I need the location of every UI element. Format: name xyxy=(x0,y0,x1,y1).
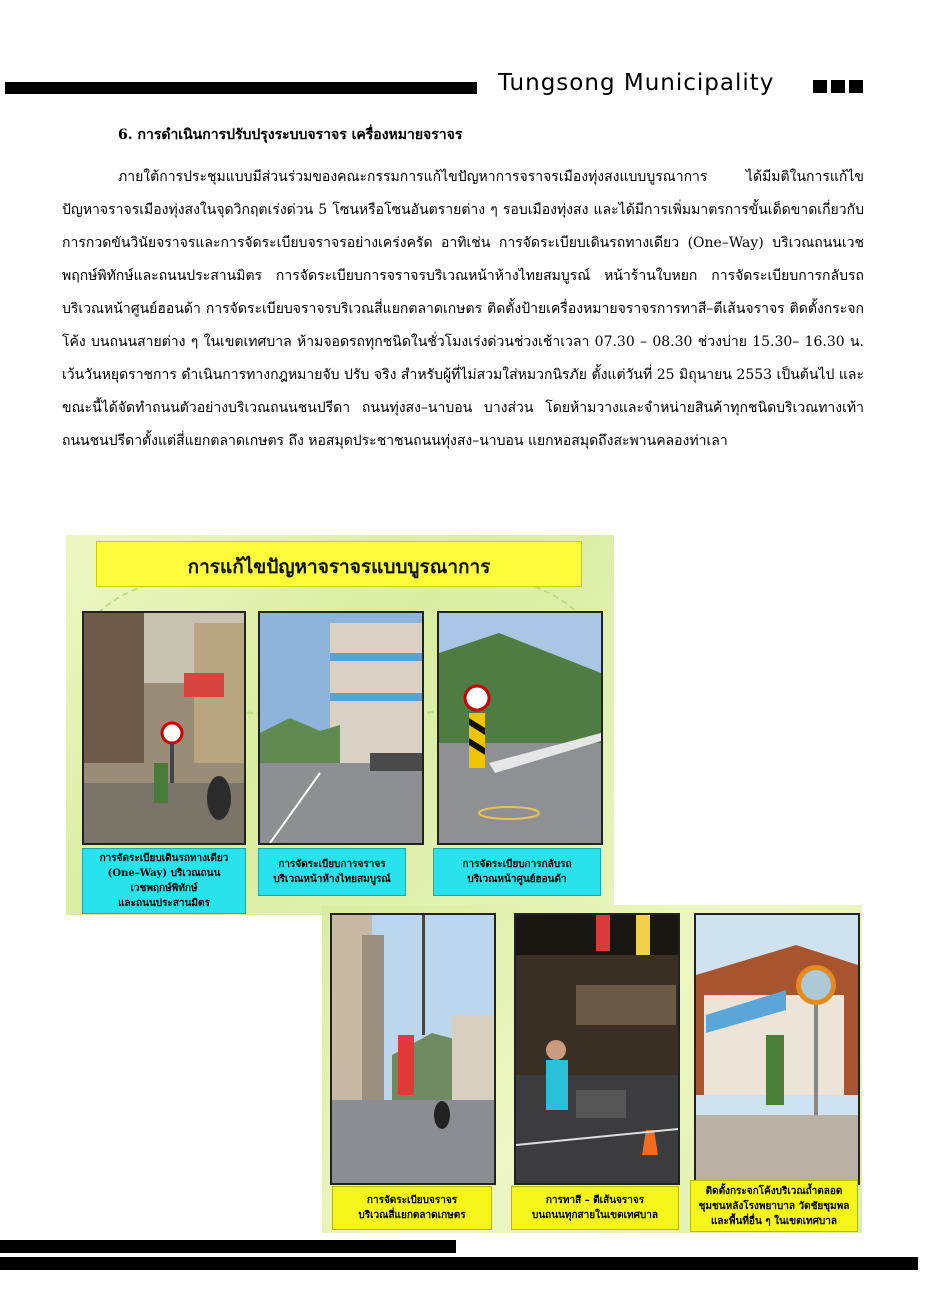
caption-u-turn-line1: การจัดระเบียบการกลับรถ xyxy=(462,859,572,870)
caption-curved-mirror-line2: ชุมชนหลังโรงพยาบาล วัดชัยชุมพล xyxy=(698,1200,850,1212)
header-square-1 xyxy=(813,80,827,93)
caption-department-store-line1: การจัดระเบียบการจราจร xyxy=(278,859,386,870)
header-title: Tungsong Municipality xyxy=(498,70,775,96)
footer-rule-long xyxy=(0,1257,918,1270)
caption-curved-mirror-line1: ติดตั้งกระจกโค้งบริเวณถ้ำตลอด xyxy=(705,1185,843,1197)
caption-one-way-line2: (One–Way) บริเวณถนน xyxy=(107,868,221,879)
caption-line-painting-line2: บนถนนทุกสายในเขตเทศบาล xyxy=(531,1210,659,1221)
header-rule xyxy=(5,82,477,94)
photo-one-way-street xyxy=(82,611,246,845)
caption-u-turn xyxy=(433,848,601,896)
caption-department-store-line2: บริเวณหน้าห้างไทยสมบูรณ์ xyxy=(273,874,391,885)
collage-title-box xyxy=(96,541,582,587)
caption-one-way-line1: การจัดระเบียบเดินรถทางเดียว xyxy=(99,853,229,864)
caption-line-painting xyxy=(511,1186,679,1230)
collage-title: การแก้ไขปัญหาจราจรแบบบูรณาการ xyxy=(187,556,491,578)
header-square-3 xyxy=(849,80,863,93)
caption-one-way-line4: และถนนประสานมิตร xyxy=(118,898,210,909)
caption-intersection-line1: การจัดระเบียบจราจร xyxy=(366,1195,458,1206)
photo-line-painting xyxy=(514,913,680,1185)
caption-intersection-line2: บริเวณสี่แยกตลาดเกษตร xyxy=(358,1210,466,1221)
section-heading: 6. การดำเนินการปรับปรุงระบบจราจร เครื่องหมายจราจร xyxy=(118,127,463,143)
collage-top xyxy=(66,535,614,915)
caption-curved-mirror xyxy=(690,1180,858,1232)
photo-intersection xyxy=(330,913,496,1185)
caption-intersection xyxy=(332,1186,492,1230)
section-paragraph: ภายใต้การประชุมแบบมีส่วนร่วมของคณะกรรมการแก้ไขปัญหาการจราจรเมืองทุ่งสงแบบบูรณาการ ได้มีมติในการแก้ไขปัญหาจราจรเมืองทุ่งสงในจุดวิกฤตเร่งด่วน 5 โซนหรือโซนอันตรายต่าง ๆ รอบเมืองทุ่งสง และได้มีการเพิ่มมาตรการขั้นเด็ดขาดเกี่ยวกับการกวดขันวินัยจราจรและการจัดระเบียบจราจรอย่างเคร่งครัด อาทิเช่น การจัดระเบียบเดินรถทางเดียว (One–Way) บริเวณถนนเวชพฤกษ์พิทักษ์และถนนประสานมิตร การจัดระเบียบการจราจรบริเวณหน้าห้างไทยสมบูรณ์ หน้าร้านใบหยก การจัดระเบียบการกลับรถบริเวณหน้าศูนย์ฮอนด้า การจัดระเบียบจราจรบริเวณสี่แยกตลาดเกษตร ติดตั้งป้ายเครื่องหมายจราจรการทาสี–ตีเส้นจราจร ติดตั้งกระจกโค้ง บนถนนสายต่าง ๆ ในเขตเทศบาล ห้ามจอดรถทุกชนิดในชั่วโมงเร่งด่วนช่วงเช้าเวลา 07.30 – 08.30 ช่วงบ่าย 15.30– 16.30 น. เว้นวันหยุดราชการ ดำเนินการทางกฎหมายจับ ปรับ จริง สำหรับผู้ที่ไม่สวมใส่หมวกนิรภัย ตั้งแต่วันที่ 25 มิถุนายน 2553 เป็นต้นไป และขณะนี้ได้จัดทำถนนตัวอย่างบริเวณถนนชนปรีดา ถนนทุ่งสง–นาบอน บางส่วน โดยห้ามวางและจำหน่ายสินค้าทุกชนิดบริเวณทางเท้าถนนชนปรีดาตั้งแต่สี่แยกตลาดเกษตร ถึง หอสมุดประชาชนถนนทุ่งสง–นาบอน แยกหอสมุดถึงสะพานคลองท่าเลา xyxy=(62,169,864,449)
caption-one-way-line3: เวชพฤกษ์พิทักษ์ xyxy=(130,883,198,894)
footer-rule-short xyxy=(0,1240,456,1253)
photo-department-store-road xyxy=(258,611,424,845)
caption-one-way xyxy=(82,848,246,914)
photo-curved-mirror xyxy=(694,913,860,1185)
collage-bottom xyxy=(322,905,862,1233)
caption-department-store xyxy=(258,848,406,896)
header-square-2 xyxy=(831,80,845,93)
caption-curved-mirror-line3: และพื้นที่อื่น ๆ ในเขตเทศบาล xyxy=(710,1215,838,1227)
caption-line-painting-line1: การทาสี – ตีเส้นจราจร xyxy=(545,1195,645,1206)
photo-u-turn-road xyxy=(437,611,603,845)
caption-u-turn-line2: บริเวณหน้าศูนย์ฮอนด้า xyxy=(467,874,567,885)
